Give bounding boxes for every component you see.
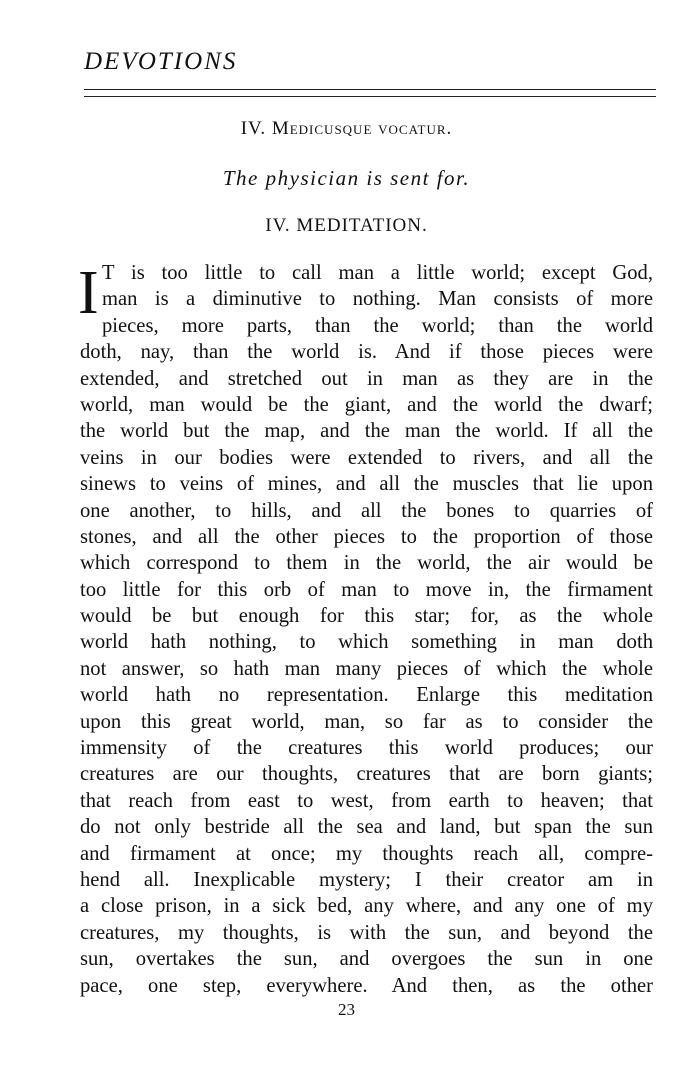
- drop-cap: I: [78, 259, 99, 327]
- text-line: the world but the map, and the man the world. If all the: [80, 420, 653, 443]
- text-line: man is a diminutive to nothing. Man consists of more: [102, 288, 653, 311]
- text-line: sun, overtakes the sun, and overgoes the sun in one: [80, 948, 653, 971]
- text-line: stones, and all the other pieces to the proportion of those: [80, 525, 653, 548]
- body-text: [80, 260, 653, 999]
- text-line: one another, to hills, and all the bones to quarries of: [80, 499, 653, 522]
- text-line: that reach from east to west, from earth to heaven; that: [80, 789, 653, 812]
- text-line: creatures, my thoughts, is with the sun, and beyond the: [80, 921, 653, 944]
- text-line: world, man would be the giant, and the world the dwarf;: [80, 393, 653, 416]
- meditation-heading: IV. MEDITATION.: [265, 215, 428, 236]
- text-line: would be but enough for this star; for, as the whole: [80, 605, 653, 628]
- text-line: pieces, more parts, than the world; than the world: [102, 314, 653, 337]
- header-rule-bottom: [84, 96, 656, 97]
- section-title: [0, 118, 693, 140]
- text-line: doth, nay, than the world is. And if those pieces were: [80, 341, 653, 364]
- text-line: veins in our bodies were extended to rivers, and all the: [80, 446, 653, 469]
- section-latin-title: Medicusque vocatur.: [271, 118, 453, 139]
- text-line: upon this great world, man, so far as to consider the: [80, 710, 653, 733]
- text-line: creatures are our thoughts, creatures that are born giants;: [80, 763, 653, 786]
- text-line: too little for this orb of man to move in, the firmament: [80, 578, 653, 601]
- text-line: not answer, so hath man many pieces of which the whole: [80, 657, 653, 680]
- text-line: extended, and stretched out in man as they are in the: [80, 367, 653, 390]
- section-subtitle: The physician is sent for.: [222, 166, 471, 190]
- text-line: sinews to veins of mines, and all the muscles that lie upon: [80, 473, 653, 496]
- text-line: a close prison, in a sick bed, any where, and any one of my: [80, 895, 653, 918]
- running-head: DEVOTIONS: [84, 48, 238, 75]
- text-line: world hath no representation. Enlarge this meditation: [80, 684, 653, 707]
- text-line: pace, one step, everywhere. And then, as the other: [80, 974, 653, 997]
- text-line: world hath nothing, to which something in man doth: [80, 631, 653, 654]
- text-line: immensity of the creatures this world produces; our: [80, 737, 653, 760]
- text-line: hend all. Inexplicable mystery; I their creator am in: [80, 868, 653, 891]
- text-line: and firmament at once; my thoughts reach all, compre-: [80, 842, 653, 865]
- page-number: 23: [338, 1000, 355, 1019]
- text-line: which correspond to them in the world, the air would be: [80, 552, 653, 575]
- header-rule-top: [84, 89, 656, 90]
- text-line: T is too little to call man a little world; except God,: [102, 262, 653, 284]
- section-number: IV.: [240, 118, 267, 139]
- text-line: do not only bestride all the sea and land, but span the sun: [80, 816, 653, 839]
